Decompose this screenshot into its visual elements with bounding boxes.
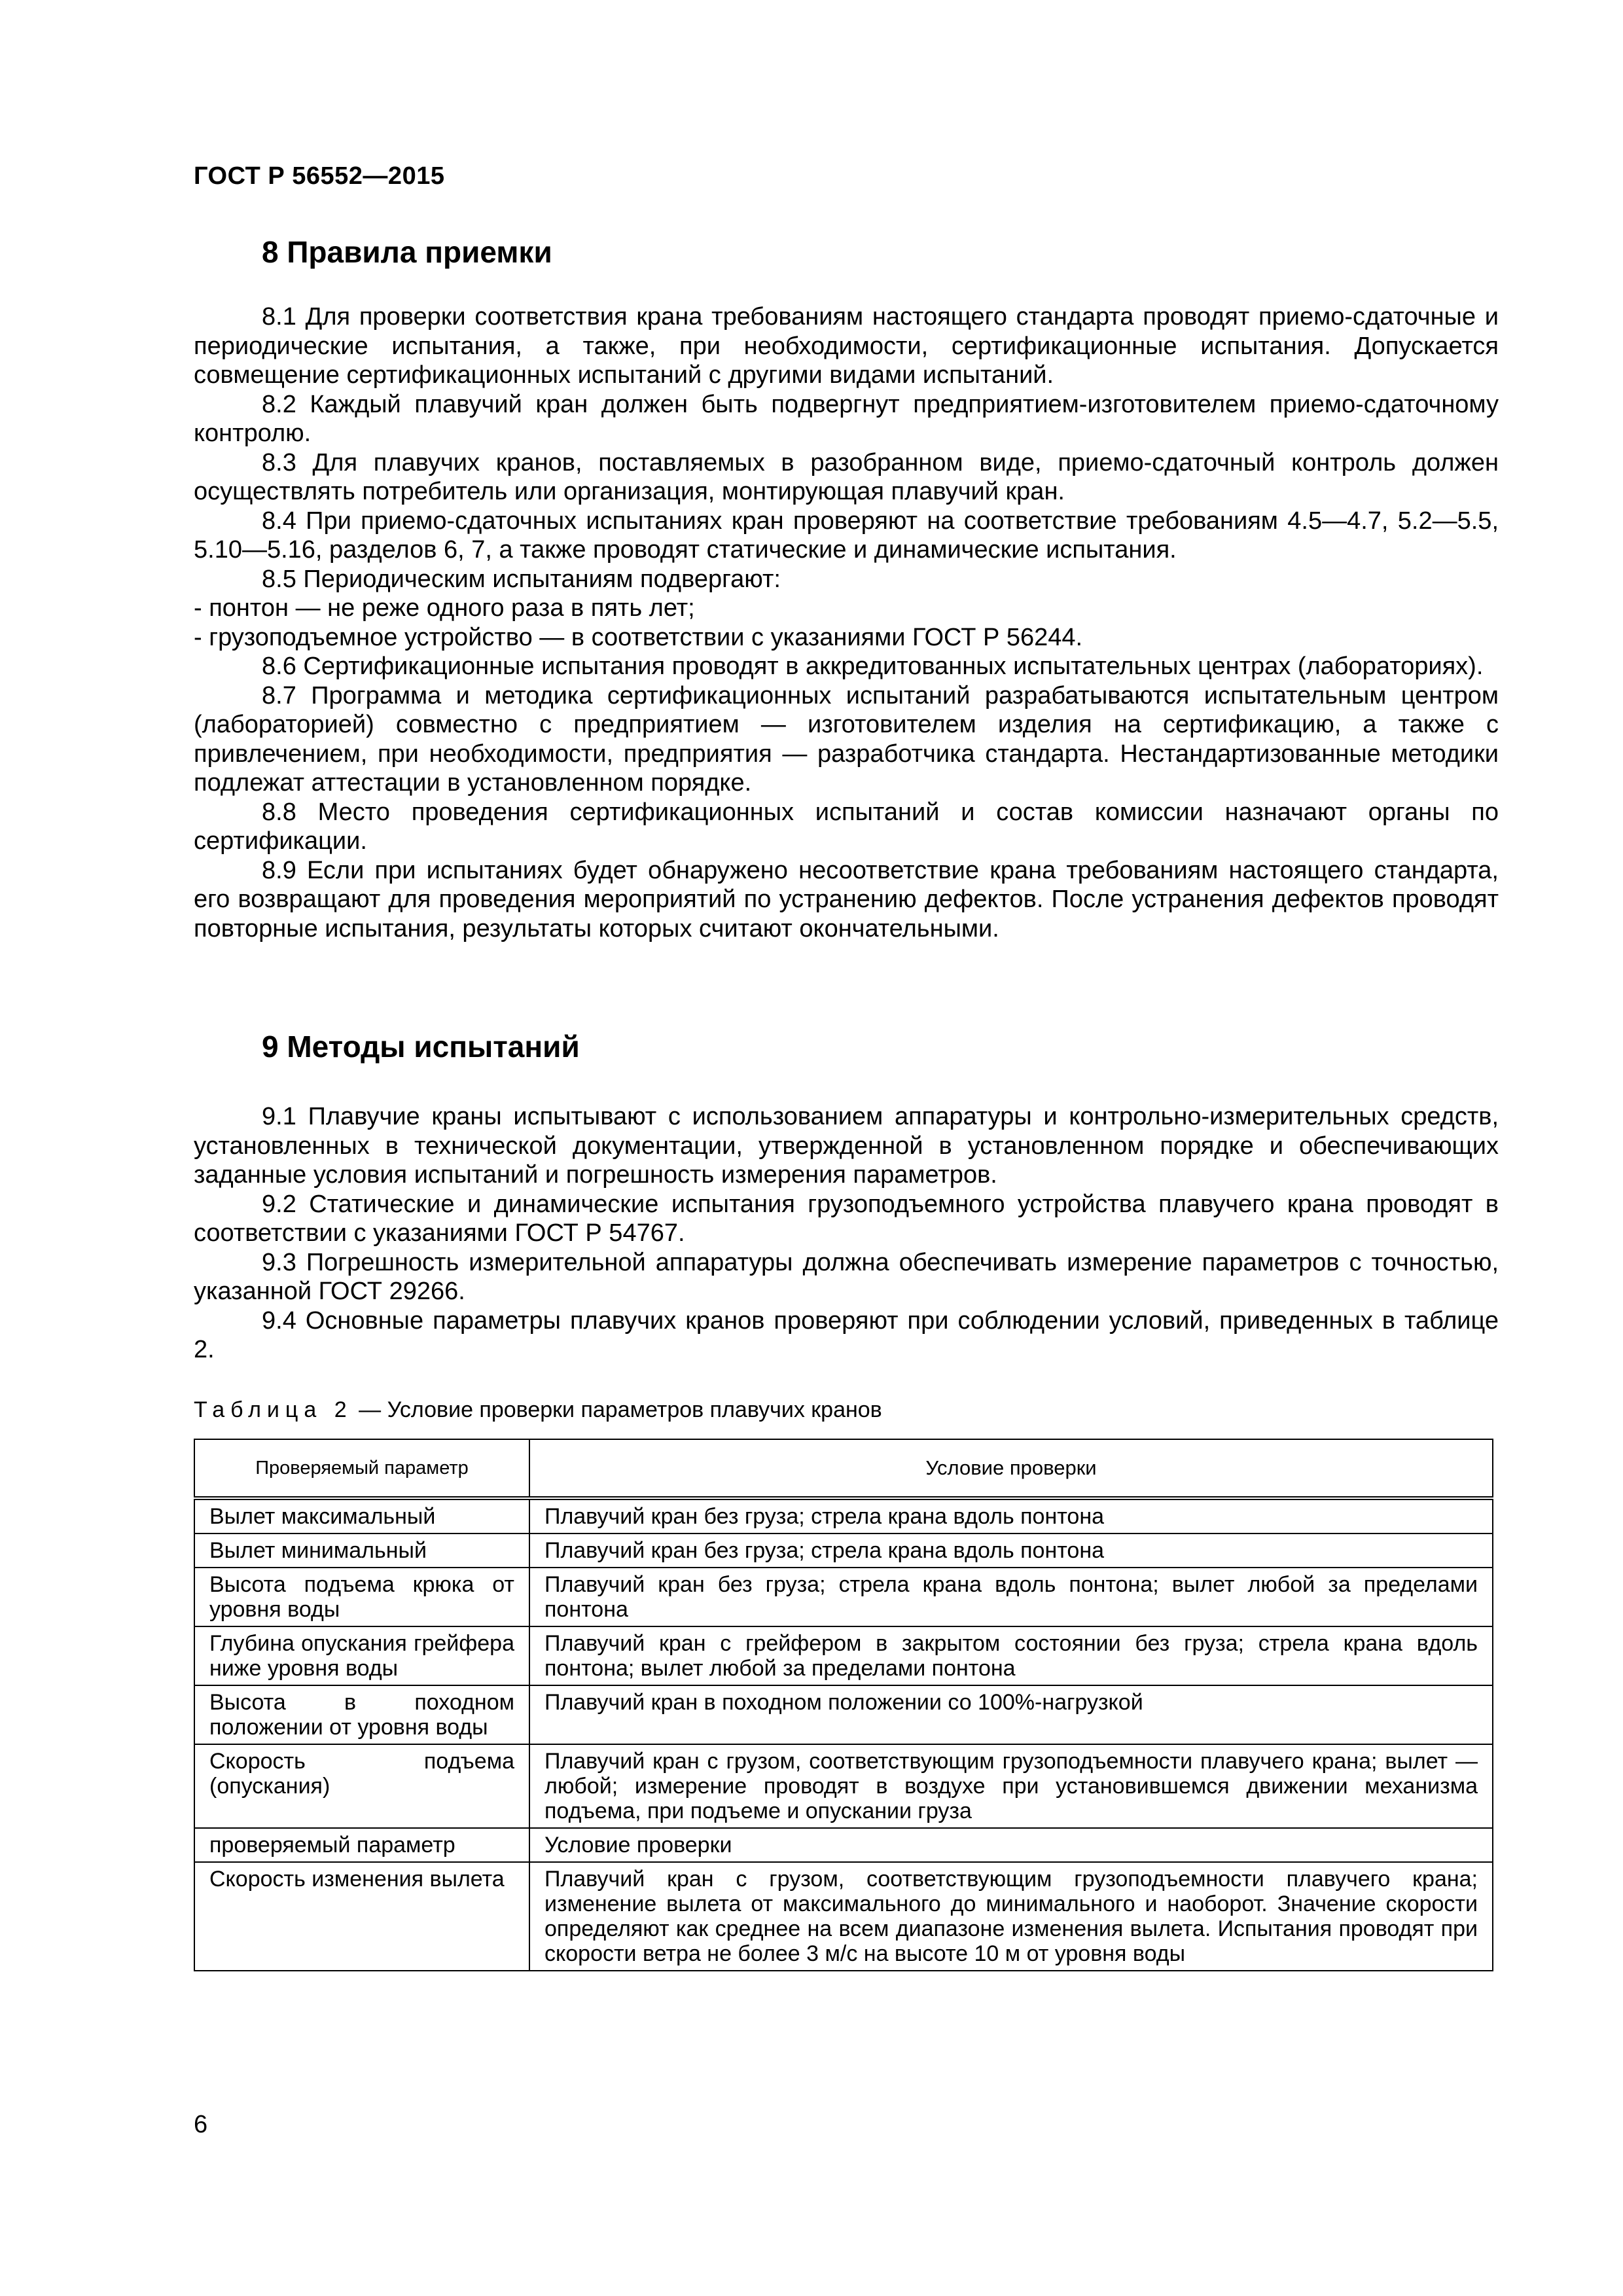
table-header-row [194, 1439, 1493, 1498]
paragraph-8-6: 8.6 Сертификационные испытания проводят в аккредитованных испытательных центрах (лабораториях). [262, 653, 1484, 680]
table-header-condition: Условие проверки [529, 1439, 1493, 1498]
table-cell-condition: Плавучий кран в походном положении со 100%-нагрузкой [529, 1685, 1493, 1744]
paragraph-9-4: 9.4 Основные параметры плавучих кранов проверяют при соблюдении условий, приведенных в таблице 2. [194, 1306, 1499, 1363]
table-row [194, 1534, 1493, 1568]
table-cell-condition: Плавучий кран с грузом, соответствующим грузоподъемности плавучего крана; вылет — любой; измерение проводят в воздухе при установившемся движении механизма подъема, при подъеме и опускании груза [529, 1744, 1493, 1828]
table-cell-condition: Плавучий кран с грузом, соответствующим грузоподъемности плавучего крана; изменение вылета от максимального до минимального и наоборот. Значение скорости определяют как среднее на всем диапазоне изменения вылета. Испытания проводят при скорости ветра не более 3 м/с на высоте 10 м от уровня воды [529, 1862, 1493, 1971]
list-item-lifting-device: - грузоподъемное устройство — в соответствии с указаниями ГОСТ Р 56244. [194, 623, 1083, 651]
table-header-parameter: Проверяемый параметр [194, 1439, 529, 1498]
section-9-title: 9 Методы испытаний [262, 1030, 580, 1064]
table-caption-text: — Условие проверки параметров плавучих кранов [352, 1397, 882, 1422]
paragraph-9-1: 9.1 Плавучие краны испытывают с использованием аппаратуры и контрольно-измерительных средств, установленных в технической документации, утвержденной в установленном порядке и обеспечивающих заданные условия испытаний и погрешность измерения параметров. [194, 1103, 1499, 1189]
section-8-body [194, 302, 1499, 943]
paragraph-8-9: 8.9 Если при испытаниях будет обнаружено несоответствие крана требованиям настоящего стандарта, его возвращают для проведения мероприятий по устранению дефектов. После устранения дефектов проводят повторные испытания, результаты которых считают окончательными. [194, 856, 1499, 942]
parameters-table [194, 1439, 1493, 1971]
table-cell-parameter: Скорость изменения вылета [194, 1862, 529, 1971]
table-cell-parameter: Глубина опускания грейфера ниже уровня воды [194, 1626, 529, 1685]
section-9-body [194, 1102, 1499, 1365]
table-cell-parameter: Высота в походном положении от уровня воды [194, 1685, 529, 1744]
table-row [194, 1744, 1493, 1828]
table-cell-parameter: Скорость подъема (опускания) [194, 1744, 529, 1828]
table-cell-condition: Условие проверки [529, 1828, 1493, 1862]
paragraph-8-8: 8.8 Место проведения сертификационных испытаний и состав комиссии назначают органы по сертификации. [194, 798, 1499, 855]
table-cell-condition: Плавучий кран без груза; стрела крана вдоль понтона; вылет любой за пределами понтона [529, 1568, 1493, 1626]
table-cell-condition: Плавучий кран без груза; стрела крана вдоль понтона [529, 1534, 1493, 1568]
paragraph-8-7: 8.7 Программа и методика сертификационных испытаний разрабатываются испытательным центром (лабораторией) совместно с предприятием — изготовителем изделия на сертификацию, а также с привлечением, при необходимости, предприятия — разработчика стандарта. Нестандартизованные методики подлежат аттестации в установленном порядке. [194, 681, 1499, 797]
paragraph-8-3: 8.3 Для плавучих кранов, поставляемых в разобранном виде, приемо-сдаточный контроль должен осуществлять потребитель или организация, монтирующая плавучий кран. [194, 448, 1499, 505]
table-caption-label: Таблица 2 [194, 1397, 353, 1422]
table-cell-condition: Плавучий кран без груза; стрела крана вдоль понтона [529, 1498, 1493, 1534]
table-row [194, 1828, 1493, 1862]
table-row [194, 1862, 1493, 1971]
page-number: 6 [194, 2111, 208, 2138]
paragraph-9-2: 9.2 Статические и динамические испытания грузоподъемного устройства плавучего крана проводят в соответствии с указаниями ГОСТ Р 54767. [194, 1190, 1499, 1247]
paragraph-8-2: 8.2 Каждый плавучий кран должен быть подвергнут предприятием-изготовителем приемо-сдаточному контролю. [194, 390, 1499, 447]
paragraph-8-4: 8.4 При приемо-сдаточных испытаниях кран проверяют на соответствие требованиям 4.5—4.7, 5.2—5.5, 5.10—5.16, разделов 6, 7, а также проводят статические и динамические испытания. [194, 507, 1499, 564]
table-caption [194, 1397, 882, 1423]
paragraph-8-1: 8.1 Для проверки соответствия крана требованиям настоящего стандарта проводят приемо-сдаточные и периодические испытания, а также, при необходимости, сертификационные испытания. Допускается совмещение сертификационных испытаний с другими видами испытаний. [194, 303, 1499, 389]
table-row [194, 1626, 1493, 1685]
table-row [194, 1568, 1493, 1626]
table-row [194, 1498, 1493, 1534]
table-row [194, 1685, 1493, 1744]
table-cell-parameter: проверяемый параметр [194, 1828, 529, 1862]
paragraph-8-5: 8.5 Периодическим испытаниям подвергают: [262, 565, 781, 593]
list-item-ponton: - понтон — не реже одного раза в пять лет; [194, 594, 695, 622]
table-cell-parameter: Вылет максимальный [194, 1498, 529, 1534]
section-8-title: 8 Правила приемки [262, 235, 552, 269]
table-cell-parameter: Высота подъема крюка от уровня воды [194, 1568, 529, 1626]
table-cell-condition: Плавучий кран с грейфером в закрытом состоянии без груза; стрела крана вдоль понтона; вылет любой за пределами понтона [529, 1626, 1493, 1685]
table-cell-parameter: Вылет минимальный [194, 1534, 529, 1568]
document-header: ГОСТ Р 56552—2015 [194, 162, 445, 190]
paragraph-9-3: 9.3 Погрешность измерительной аппаратуры должна обеспечивать измерение параметров с точностью, указанной ГОСТ 29266. [194, 1248, 1499, 1305]
